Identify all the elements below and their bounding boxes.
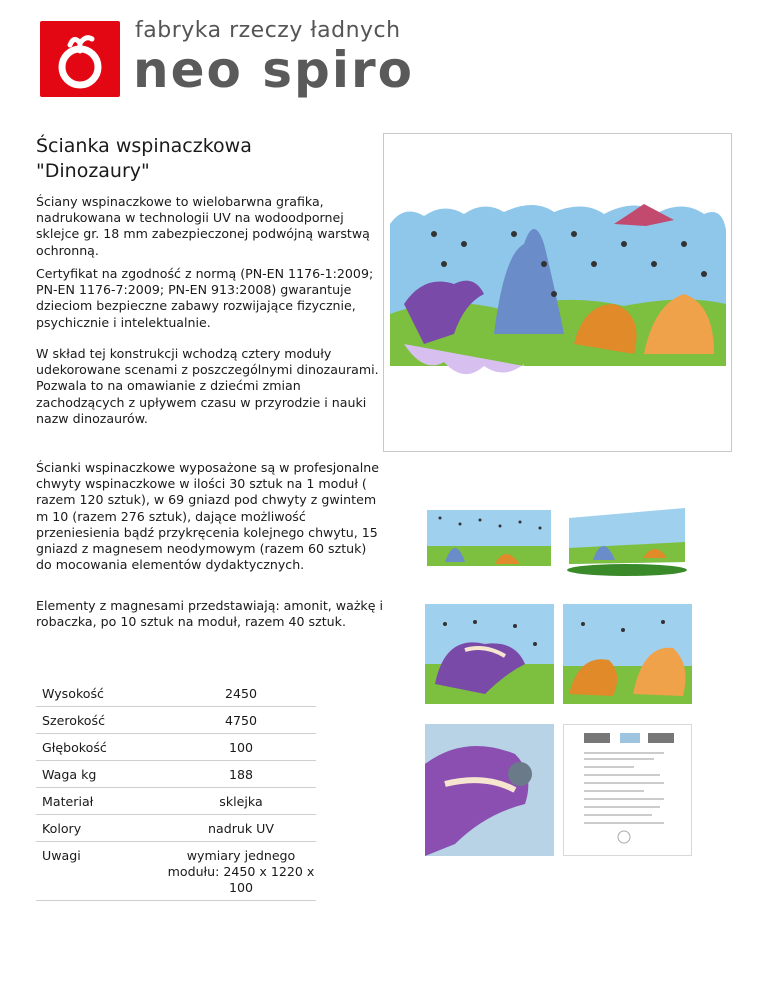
spec-row xyxy=(36,707,316,734)
spec-key: Głębokość xyxy=(42,740,107,755)
spec-value: wymiary jednego modułu: 2450 x 1220 x 100 xyxy=(167,848,315,895)
spec-row xyxy=(36,761,316,788)
spec-value: 100 xyxy=(228,740,254,755)
climbing-wall-angle-image xyxy=(563,484,692,596)
climbing-wall-dinosaurs-image xyxy=(384,134,731,451)
spec-row xyxy=(36,788,316,815)
thumbnail-stego-module xyxy=(563,604,692,704)
climbing-wall-front-image xyxy=(425,484,554,596)
apple-logo-icon xyxy=(40,21,120,97)
thumbnail-trex-module xyxy=(425,604,554,704)
thumbnail-angle-view xyxy=(563,484,692,596)
trex-closeup-image xyxy=(425,724,554,856)
thumbnail-front-view xyxy=(425,484,554,596)
spec-value: sklejka xyxy=(219,794,263,809)
spec-row xyxy=(36,842,316,901)
spec-key: Szerokość xyxy=(42,713,105,728)
spec-key: Materiał xyxy=(42,794,94,809)
spec-row xyxy=(36,815,316,842)
specs-table xyxy=(36,680,316,901)
main-product-image xyxy=(383,133,732,452)
brand-tagline: fabryka rzeczy ładnych xyxy=(135,18,401,43)
spec-value: 188 xyxy=(228,767,254,782)
modules-paragraph: W skład tej konstrukcji wchodzą cztery moduły udekorowane scenami z poszczególnymi dinozaurami. Pozwala to na omawianie z dziećmi zmian zachodzących z upływem czasu w przyrodzie i nauki nazw dinozaurów. xyxy=(36,346,379,426)
spec-key: Kolory xyxy=(42,821,82,836)
spec-row xyxy=(36,680,316,707)
thumbnail-closeup xyxy=(425,724,554,856)
stegosaurus-module-image xyxy=(563,604,692,704)
certificate-document-image xyxy=(564,725,691,855)
spec-value: nadruk UV xyxy=(208,821,274,836)
spec-value: 2450 xyxy=(224,686,258,701)
spec-key: Wysokość xyxy=(42,686,104,701)
product-title: Ścianka wspinaczkowa "Dinozaury" xyxy=(36,135,252,182)
spec-key: Uwagi xyxy=(42,848,81,863)
thumbnail-certificate xyxy=(563,724,692,856)
spec-key: Waga kg xyxy=(42,767,97,782)
description-paragraph: Ściany wspinaczkowe to wielobarwna grafika, nadrukowana w technologii UV na wodoodpornej sklejce gr. 18 mm zabezpieczonej podwójną warstwą ochronną. xyxy=(36,194,370,258)
certificate-paragraph: Certyfikat na zgodność z normą (PN-EN 1176-1:2009; PN-EN 1176-7:2009; PN-EN 913:2008) gwarantuje dzieciom bezpieczne zabawy rozwijające fizycznie, psychicznie i intelektualnie. xyxy=(36,266,374,330)
holds-paragraph: Ścianki wspinaczkowe wyposażone są w profesjonalne chwyty wspinaczkowe w ilości 30 sztuk na 1 moduł ( razem 120 sztuk), w 69 gniazd pod chwyty z gwintem m 10 (razem 276 sztuk), dające możliwość przeniesienia bądź przykręcenia kolejnego chwytu, 15 gniazd z magnesem neodymowym (razem 60 sztuk) do mocowania elementów dydaktycznych. xyxy=(36,460,379,573)
spec-row xyxy=(36,734,316,761)
trex-module-image xyxy=(425,604,554,704)
brand-name: neo spiro xyxy=(133,41,414,99)
spec-value: 4750 xyxy=(224,713,258,728)
magnets-paragraph: Elementy z magnesami przedstawiają: amonit, ważkę i robaczka, po 10 sztuk na moduł, razem 40 sztuk. xyxy=(36,598,383,630)
brand-logo xyxy=(40,21,120,97)
